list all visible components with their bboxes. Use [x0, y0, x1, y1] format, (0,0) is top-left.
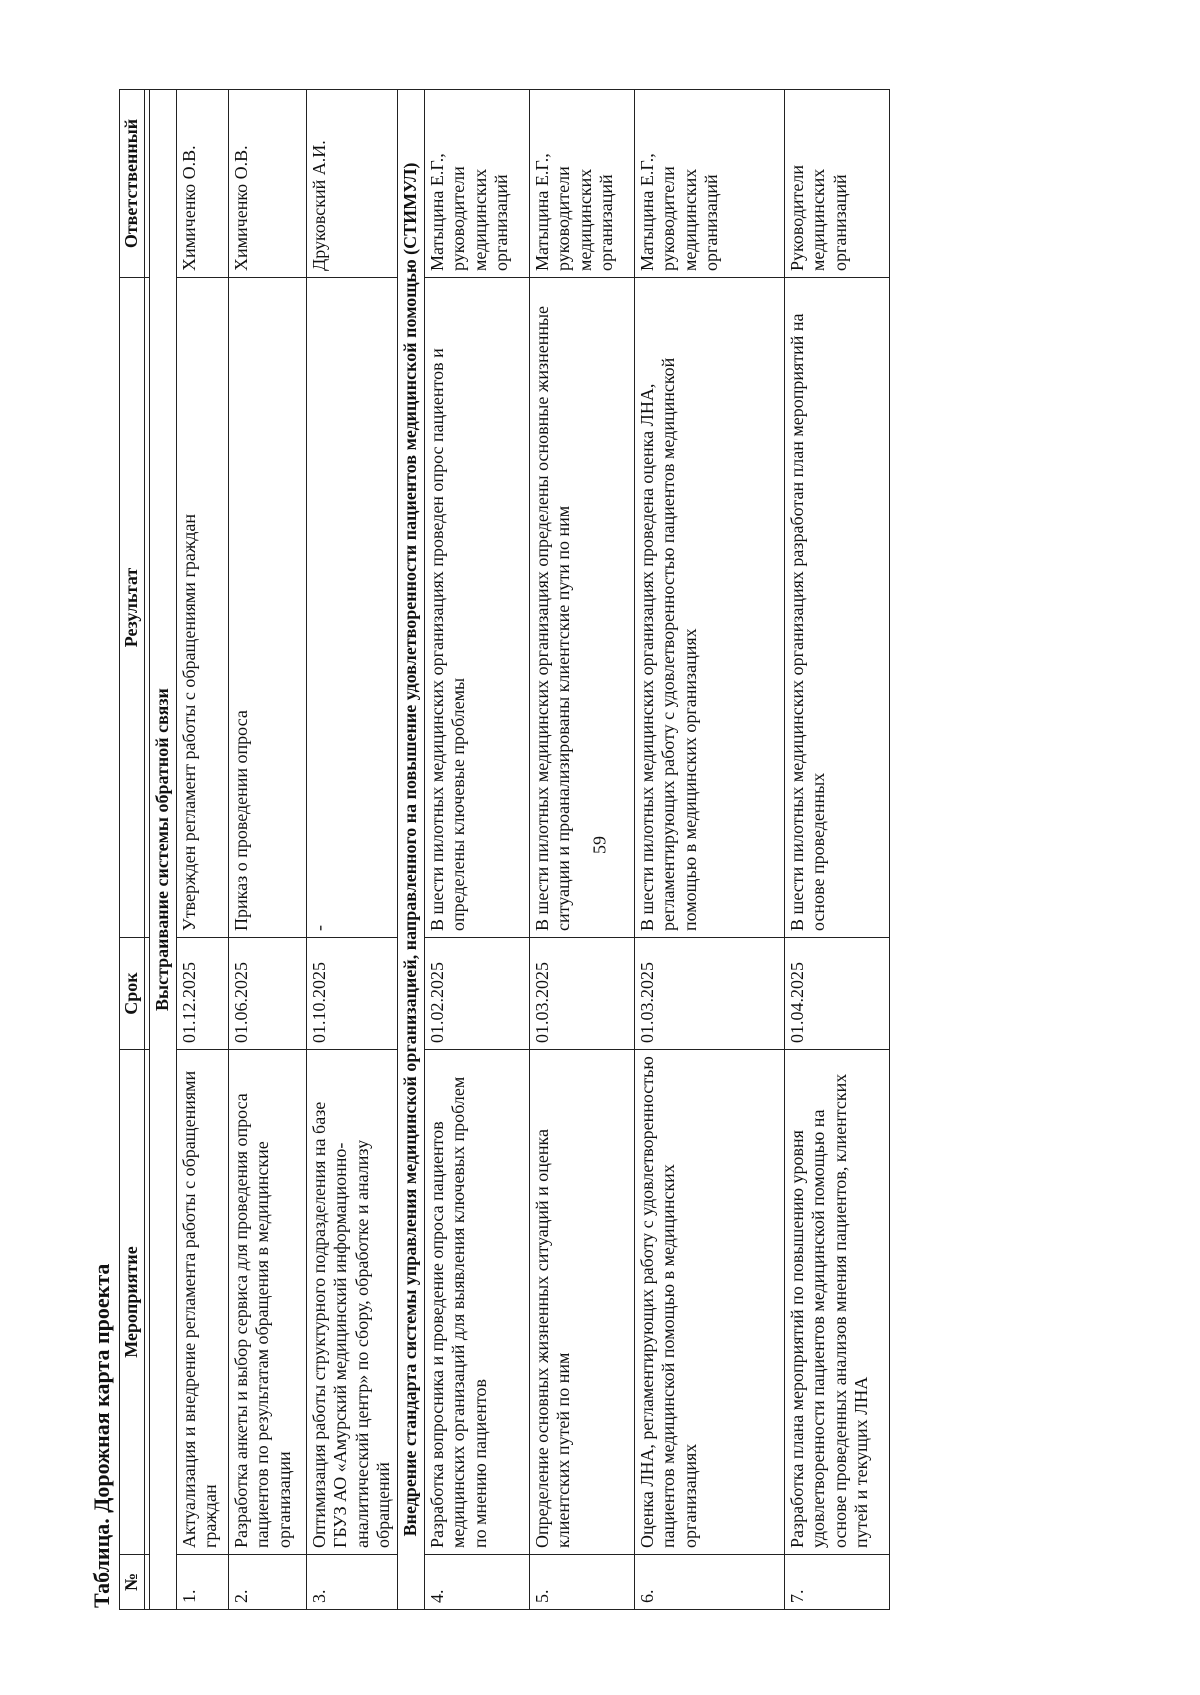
row-activity: Разработка вопросника и проведение опроса пациентов медицинских организаций для выявления ключевых проблем по мнению пациентов [424, 1050, 529, 1555]
row-activity: Разработка анкеты и выбор сервиса для проведения опроса пациентов по результатам обращения в медицинские организации [228, 1050, 306, 1555]
section-heading-row [150, 90, 177, 1610]
column-header-responsible: Ответственный [120, 90, 145, 278]
row-activity: Оценка ЛНА, регламентирующих работу с удовлетворенностью пациентов медицинской помощью в медицинских организациях [634, 1050, 784, 1555]
roadmap-table [119, 89, 890, 1610]
row-result: Приказ о проведении опроса [228, 278, 306, 938]
row-activity: Оптимизация работы структурного подразделения на базе ГБУЗ АО «Амурский медицинский информационно-аналитический центр» по сбору, обработке и анализу обращений [306, 1050, 397, 1555]
row-deadline: 01.12.2025 [176, 938, 228, 1050]
row-result: - [306, 278, 397, 938]
row-number: 5. [529, 1555, 634, 1610]
section-heading: Выстраивание системы обратной связи [150, 90, 177, 1610]
row-deadline: 01.02.2025 [424, 938, 529, 1050]
table-row [529, 90, 634, 1610]
column-header-activity: Мероприятие [120, 1050, 145, 1555]
row-number: 2. [228, 1555, 306, 1610]
page-number: 59 [589, 836, 610, 854]
row-responsible: Матыцина Е.Г., руководители медицинских организаций [634, 90, 784, 278]
section-heading-row [397, 90, 424, 1610]
row-result: В шести пилотных медицинских организациях проведен опрос пациентов и определены ключевые проблемы [424, 278, 529, 938]
table-title: Таблица. Дорожная карта проекта [89, 1263, 114, 1608]
table-row [424, 90, 529, 1610]
column-header-deadline: Срок [120, 938, 145, 1050]
column-header-number: № [120, 1555, 145, 1610]
row-deadline: 01.04.2025 [784, 938, 889, 1050]
row-deadline: 01.06.2025 [228, 938, 306, 1050]
row-responsible: Химиченко О.В. [176, 90, 228, 278]
row-result: В шести пилотных медицинских организациях проведена оценка ЛНА, регламентирующих работу с удовлетворенностью пациентов медицинской помощью в медицинских организациях [634, 278, 784, 938]
table-row [784, 90, 889, 1610]
row-deadline: 01.03.2025 [634, 938, 784, 1050]
row-deadline: 01.10.2025 [306, 938, 397, 1050]
row-number: 3. [306, 1555, 397, 1610]
table-row [176, 90, 228, 1610]
row-result: В шести пилотных медицинских организациях разработан план мероприятий на основе проведенных [784, 278, 889, 938]
row-responsible: Руководители медицинских организаций [784, 90, 889, 278]
row-result: Утвержден регламент работы с обращениями граждан [176, 278, 228, 938]
table-row [228, 90, 306, 1610]
row-number: 7. [784, 1555, 889, 1610]
row-number: 1. [176, 1555, 228, 1610]
table-row [306, 90, 397, 1610]
table-row [634, 90, 784, 1610]
row-result: В шести пилотных медицинских организациях определены основные жизненные ситуации и проанализированы клиентские пути по ним [529, 278, 634, 938]
table-header-row [120, 90, 145, 1610]
rotated-page-content [85, 90, 1105, 1610]
column-header-result: Результат [120, 278, 145, 938]
row-responsible: Матыцина Е.Г., руководители медицинских организаций [424, 90, 529, 278]
row-deadline: 01.03.2025 [529, 938, 634, 1050]
row-number: 4. [424, 1555, 529, 1610]
row-responsible: Матыцина Е.Г., руководители медицинских организаций [529, 90, 634, 278]
row-activity: Актуализация и внедрение регламента работы с обращениями граждан [176, 1050, 228, 1555]
row-responsible: Друковский А.И. [306, 90, 397, 278]
section-heading: Внедрение стандарта системы управления медицинской организацией, направленного на повышение удовлетворенности пациентов медицинской помощью (СТИМУЛ) [397, 90, 424, 1610]
row-activity: Определение основных жизненных ситуаций и оценка клиентских путей по ним [529, 1050, 634, 1555]
row-number: 6. [634, 1555, 784, 1610]
row-activity: Разработка плана мероприятий по повышению уровня удовлетворенности пациентов медицинской помощью на основе проведенных анализов мнения пациентов, клиентских путей и текущих ЛНА [784, 1050, 889, 1555]
row-responsible: Химиченко О.В. [228, 90, 306, 278]
